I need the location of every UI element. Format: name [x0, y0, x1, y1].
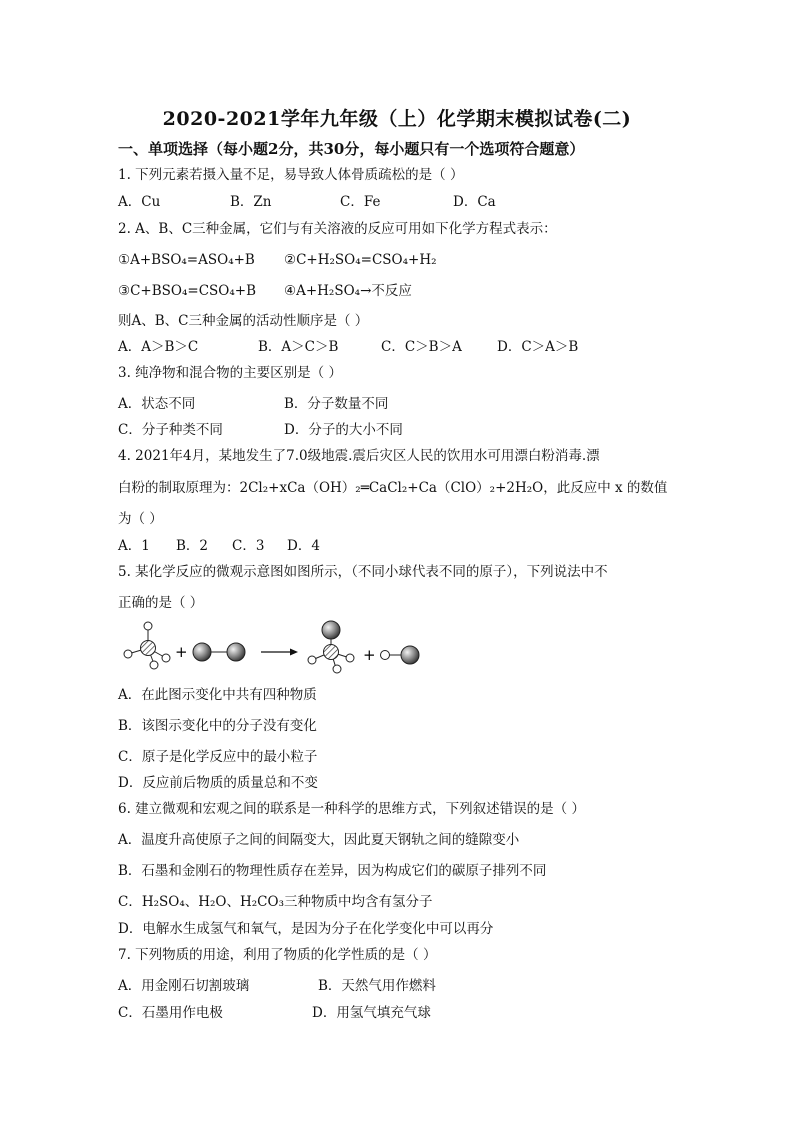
- reaction-diagram: [118, 614, 428, 674]
- q5-option-d: D．反应前后物质的质量总和不变: [118, 775, 318, 791]
- q4-stem-line-2: 白粉的制取原理为：2Cl₂+xCa（OH）₂═CaCl₂+Ca（ClO）₂+2H₂O，此反应中 x 的数值: [118, 480, 668, 496]
- q2-option-a: A．A＞B＞C: [118, 339, 199, 355]
- q1-option-c: C．Fe: [340, 194, 381, 210]
- plus-sign-1: +: [175, 643, 188, 661]
- q6-stem: 6. 建立微观和宏观之间的联系是一种科学的思维方式，下列叙述错误的是（ ）: [118, 801, 585, 817]
- reaction-arrow: [261, 649, 298, 656]
- q4-option-b: B．2: [176, 538, 209, 554]
- product-molecule-2: [381, 646, 420, 664]
- q2-equation-3: ③C+BSO₄=CSO₄+B: [118, 283, 256, 299]
- q4-option-a: A．1: [118, 538, 150, 554]
- q2-option-c: C．C＞B＞A: [381, 339, 462, 355]
- q4-option-d: D．4: [287, 538, 320, 554]
- q6-option-b: B．石墨和金刚石的物理性质存在差异，因为构成它们的碳原子排列不同: [118, 863, 547, 879]
- reactant-molecule-1: [124, 622, 170, 669]
- q6-option-d: D．电解水生成氢气和氧气，是因为分子在化学变化中可以再分: [118, 921, 494, 937]
- q2-equation-2: ②C+H₂SO₄=CSO₄+H₂: [284, 252, 437, 268]
- q7-option-a: A．用金刚石切割玻璃: [118, 978, 250, 994]
- q1-option-d: D．Ca: [453, 194, 496, 210]
- q1-stem: 1. 下列元素若摄入量不足，易导致人体骨质疏松的是（ ）: [118, 167, 464, 183]
- q3-stem: 3. 纯净物和混合物的主要区别是（ ）: [118, 365, 342, 381]
- q7-option-b: B．天然气用作燃料: [318, 978, 436, 994]
- q2-stem: 2. A、B、C三种金属，它们与有关溶液的反应可用如下化学方程式表示：: [118, 221, 557, 237]
- q3-option-c: C．分子种类不同: [118, 422, 223, 438]
- q2-ask: 则A、B、C三种金属的活动性顺序是（ ）: [118, 313, 369, 329]
- q3-option-b: B．分子数量不同: [284, 396, 389, 412]
- reactant-molecule-2: [193, 643, 245, 661]
- q5-option-c: C．原子是化学反应中的最小粒子: [118, 749, 318, 765]
- q4-option-c: C．3: [232, 538, 265, 554]
- q3-option-d: D．分子的大小不同: [284, 422, 403, 438]
- exam-title: 2020-2021学年九年级（上）化学期末模拟试卷(二): [162, 108, 632, 130]
- q3-option-a: A．状态不同: [118, 396, 196, 412]
- q7-stem: 7. 下列物质的用途，利用了物质的化学性质的是（ ）: [118, 947, 437, 963]
- q6-option-a: A．温度升高使原子之间的间隔变大，因此夏天钢轨之间的缝隙变小: [118, 832, 520, 848]
- q4-stem-line-3: 为（ ）: [118, 511, 163, 527]
- q5-option-a: A．在此图示变化中共有四种物质: [118, 687, 317, 703]
- q1-option-b: B．Zn: [230, 194, 272, 210]
- q7-option-c: C．石墨用作电极: [118, 1005, 223, 1021]
- q5-option-b: B．该图示变化中的分子没有变化: [118, 718, 317, 734]
- q1-option-a: A．Cu: [118, 194, 161, 210]
- q2-option-b: B．A＞C＞B: [258, 339, 339, 355]
- q5-stem-line-2: 正确的是（ ）: [118, 595, 204, 611]
- q5-stem-line-1: 5. 某化学反应的微观示意图如图所示，（不同小球代表不同的原子），下列说法中不: [118, 564, 608, 580]
- product-molecule-1: [308, 621, 354, 673]
- q2-equation-1: ①A+BSO₄=ASO₄+B: [118, 252, 255, 268]
- q4-stem-line-1: 4. 2021年4月，某地发生了7.0级地震.震后灾区人民的饮用水可用漂白粉消毒.漂: [118, 448, 600, 464]
- q2-option-d: D．C＞A＞B: [497, 339, 579, 355]
- section-heading: 一、单项选择（每小题2分，共30分，每小题只有一个选项符合题意）: [118, 140, 585, 158]
- q7-option-d: D．用氢气填充气球: [312, 1005, 431, 1021]
- plus-sign-2: +: [363, 646, 376, 664]
- q2-equation-4: ④A+H₂SO₄→不反应: [284, 283, 412, 299]
- q6-option-c: C．H₂SO₄、H₂O、H₂CO₃三种物质中均含有氢分子: [118, 894, 433, 910]
